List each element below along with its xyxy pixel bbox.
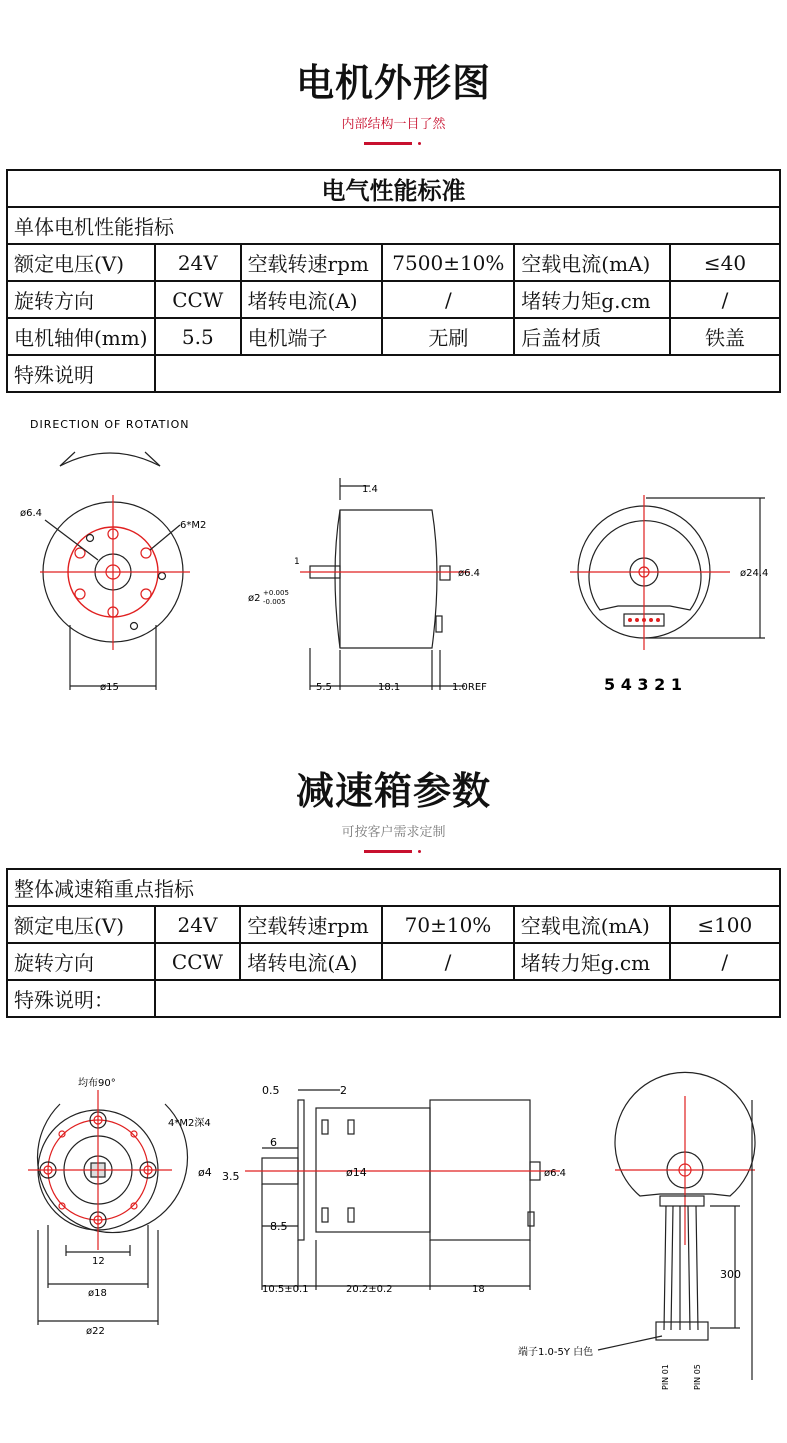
table-cell: / xyxy=(382,281,514,318)
side-d202: 20.2±0.2 xyxy=(346,1284,393,1295)
side-d85: 8.5 xyxy=(270,1220,288,1233)
table-cell: / xyxy=(670,281,780,318)
table-row xyxy=(7,980,780,1017)
table-cell: 旋转方向 xyxy=(7,281,155,318)
section-heading-gearbox xyxy=(0,760,787,854)
table-section-label: 单体电机性能指标 xyxy=(7,207,780,244)
dim-22-label: ø22 xyxy=(86,1326,105,1337)
side-boss: ø6.4 xyxy=(544,1168,567,1179)
title-underline xyxy=(364,850,424,854)
table-cell: 额定电压(V) xyxy=(7,906,155,943)
rear-dia-label: ø24.4 xyxy=(740,568,769,579)
table-cell: 空载电流(mA) xyxy=(514,244,670,281)
table-row xyxy=(7,244,780,281)
side-shaft-label: 1 xyxy=(294,557,300,567)
table-section-label: 整体减速箱重点指标 xyxy=(7,869,780,906)
table-cell: ≤40 xyxy=(670,244,780,281)
side-d35: 3.5 xyxy=(222,1170,240,1183)
section-heading-motor xyxy=(0,52,787,146)
table-cell: 铁盖 xyxy=(670,318,780,355)
table-cell: 堵转电流(A) xyxy=(241,281,383,318)
direction-label: DIRECTION OF ROTATION xyxy=(30,418,190,431)
gearbox-spec-table xyxy=(6,868,781,1018)
table-cell: 电机轴伸(mm) xyxy=(7,318,155,355)
front-width-label: ø15 xyxy=(100,682,119,693)
front-view xyxy=(40,495,190,690)
pin1-label: PIN 01 xyxy=(661,1364,670,1390)
remark-label: 特殊说明 xyxy=(7,355,155,392)
table-cell: 堵转电流(A) xyxy=(240,943,382,980)
side-dim3: 1.0REF xyxy=(452,682,487,693)
front-holes-label: 6*M2 xyxy=(180,520,207,531)
gearbox-front-view xyxy=(28,1090,188,1325)
side-dim2: 18.1 xyxy=(378,682,401,693)
table-cell: 24V xyxy=(155,244,241,281)
table-cell: / xyxy=(670,943,780,980)
side-tol-lower: -0.005 xyxy=(263,598,286,606)
dim-18-label: ø18 xyxy=(88,1288,107,1299)
table-cell: 无刷 xyxy=(382,318,514,355)
table-header: 电气性能标准 xyxy=(7,170,780,207)
side-top-label: 1.4 xyxy=(362,484,378,495)
remark-value xyxy=(155,980,780,1017)
section-title: 电机外形图 xyxy=(295,61,491,105)
table-cell: 空载转速rpm xyxy=(241,244,383,281)
table-cell: 5.5 xyxy=(155,318,241,355)
section-title: 减速箱参数 xyxy=(295,769,491,813)
rotation-arrow-icon xyxy=(60,453,160,466)
wire-length-label: 300 xyxy=(720,1268,741,1281)
front-dia-label: ø6.4 xyxy=(20,508,43,519)
table-row xyxy=(7,355,780,392)
gearbox-rear-view xyxy=(598,1072,755,1380)
remark-label: 特殊说明： xyxy=(7,980,155,1017)
side-tol-upper: +0.005 xyxy=(263,589,289,597)
title-underline xyxy=(364,142,424,146)
table-row xyxy=(7,281,780,318)
terminal-label: 端子1.0-5Y 白色 xyxy=(518,1347,594,1358)
table-cell: 70±10% xyxy=(382,906,514,943)
table-cell: 堵转力矩g.cm xyxy=(514,943,670,980)
table-cell: 24V xyxy=(155,906,241,943)
table-cell: 额定电压(V) xyxy=(7,244,155,281)
table-cell: 空载电流(mA) xyxy=(514,906,670,943)
table-cell: 电机端子 xyxy=(241,318,383,355)
side-d18: 18 xyxy=(472,1284,485,1295)
rear-view xyxy=(570,495,765,650)
remark-value xyxy=(155,355,780,392)
dim-12-label: 12 xyxy=(92,1256,105,1267)
gearbox-side-view xyxy=(245,1090,560,1290)
motor-outline-drawing xyxy=(0,400,787,710)
table-row xyxy=(7,906,780,943)
table-cell: / xyxy=(382,943,514,980)
table-row xyxy=(7,943,780,980)
side-dim1: 5.5 xyxy=(316,682,332,693)
motor-spec-table xyxy=(6,169,781,393)
side-boss-label: ø6.4 xyxy=(458,568,481,579)
side-d05: 0.5 xyxy=(262,1084,280,1097)
table-cell: CCW xyxy=(155,281,241,318)
holes-label: 4*M2深4 xyxy=(168,1118,211,1129)
table-cell: 7500±10% xyxy=(382,244,514,281)
section-subtitle: 内部结构一目了然 xyxy=(341,117,446,132)
pin5-label: PIN 05 xyxy=(693,1364,702,1390)
table-cell: ≤100 xyxy=(670,906,780,943)
table-cell: 空载转速rpm xyxy=(240,906,382,943)
table-cell: 后盖材质 xyxy=(514,318,670,355)
side-view xyxy=(300,478,470,690)
table-cell: 堵转力矩g.cm xyxy=(514,281,670,318)
side-d14: ø14 xyxy=(346,1166,367,1179)
side-dia-label: ø2 xyxy=(248,593,261,604)
gearbox-outline-drawing xyxy=(0,1060,787,1440)
table-cell: CCW xyxy=(155,943,241,980)
table-row xyxy=(7,318,780,355)
side-d6: 6 xyxy=(270,1136,277,1149)
side-d105: 10.5±0.1 xyxy=(262,1284,309,1295)
rear-pins-label: 5 4 3 2 1 xyxy=(604,675,682,694)
side-d2: 2 xyxy=(340,1084,347,1097)
side-d4: ø4 xyxy=(198,1166,212,1179)
section-subtitle: 可按客户需求定制 xyxy=(341,825,446,840)
angle-label: 均布90° xyxy=(78,1078,116,1089)
table-cell: 旋转方向 xyxy=(7,943,155,980)
